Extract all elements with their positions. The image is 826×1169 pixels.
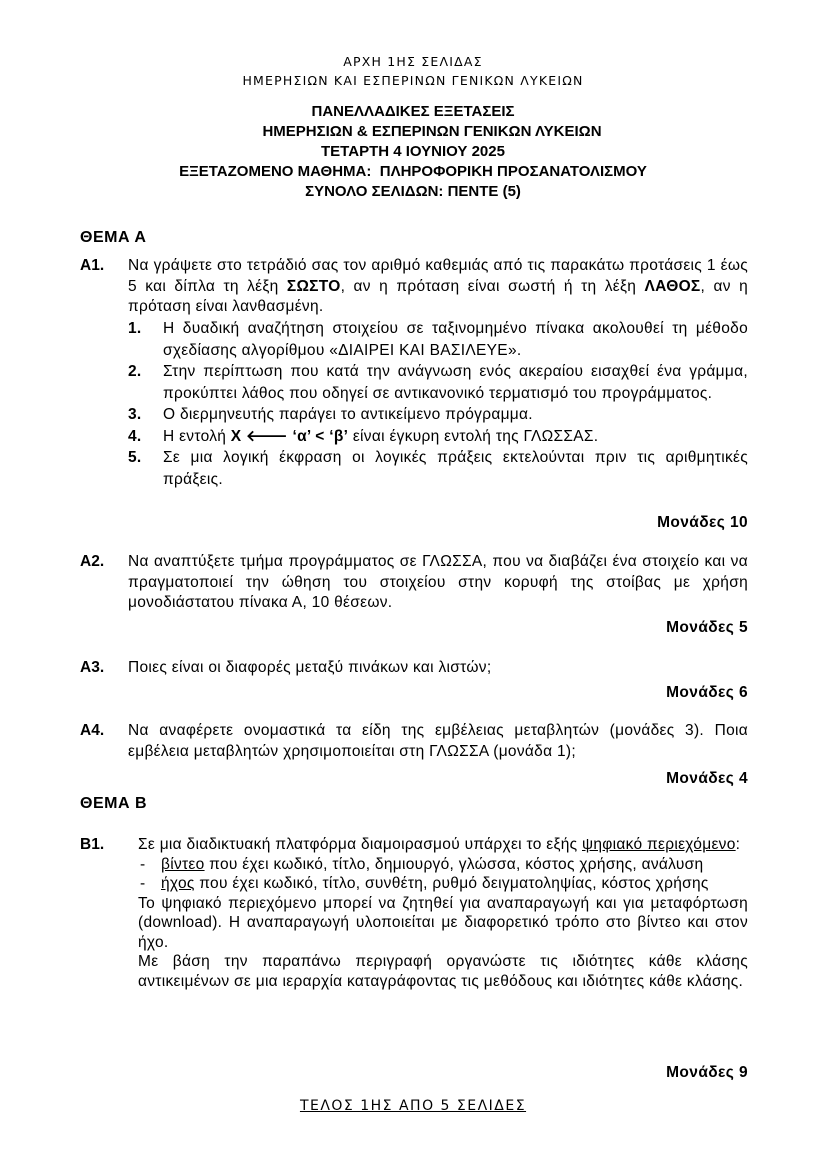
underlined-term: βίντεο [161, 855, 205, 873]
a4-marks: Μονάδες 4 [666, 770, 748, 787]
statement-item [128, 361, 748, 404]
question-label: Β1. [80, 836, 105, 853]
header-school-type: ΗΜΕΡΗΣΙΩΝ ΚΑΙ ΕΣΠΕΡΙΝΩΝ ΓΕΝΙΚΩΝ ΛΥΚΕΙΩΝ [242, 73, 584, 88]
text-segment: , αν η πρόταση είναι λανθασμένη. [128, 277, 748, 315]
statement-text: Σε μια λογική έκφραση οι λογικές πράξεις εκτελούνται πριν τις αριθμητικές πράξεις. [163, 449, 748, 488]
question-a1 [80, 256, 748, 318]
statement-text: Η εντολή [163, 427, 231, 445]
b1-paragraph: Το ψηφιακό περιεχόμενο μπορεί να ζητηθεί για αναπαραγωγή και για μεταφόρτωση (download). Η αναπαραγωγή υλοποιείται με διαφορετικό τρόπο στο βίντεο και στον ήχο. [138, 894, 748, 951]
question-text: Να αναφέρετε ονομαστικά τα είδη της εμβέλειας μεταβλητών (μονάδες 3). Ποια εμβέλεια μεταβλητών χρησιμοποιείται στη ΓΛΩΣΣΑ (μονάδα 1); [128, 722, 748, 760]
theme-a-heading: ΘΕΜΑ Α [80, 229, 147, 246]
theme-b-heading: ΘΕΜΑ Β [80, 795, 147, 812]
b1-paragraph: Με βάση την παραπάνω περιγραφή οργανώστε τις ιδιότητες κάθε κλάσης αντικειμένων σε μια ιεραρχία καταγράφοντας τις μεθόδους και ιδιότητες κάθε κλάσης. [138, 953, 748, 990]
exam-title: ΠΑΝΕΛΛΑΔΙΚΕΣ ΕΞΕΤΑΣΕΙΣ [311, 103, 515, 120]
page-header [0, 52, 826, 90]
list-dash: - [140, 855, 146, 873]
question-label: Α4. [80, 722, 105, 739]
statement-number: 1. [128, 320, 142, 337]
text-segment: : [735, 836, 741, 853]
question-a4 [80, 721, 748, 762]
question-text [138, 835, 748, 991]
statement-text: Στην περίπτωση που κατά την ανάγνωση ενός ακεραίου εισαχθεί ένα γράμμα, προκύπτει λάθος που οδηγεί σε αντικανονικό τερματισμό του προγράμματος. [163, 363, 748, 402]
list-dash: - [140, 875, 146, 892]
subject-label: ΕΞΕΤΑΖΟΜΕΝΟ ΜΑΘΗΜΑ: [179, 163, 372, 180]
a2-marks: Μονάδες 5 [666, 619, 748, 636]
keyword-false: ΛΑΘΟΣ [644, 277, 701, 295]
exam-schools: ΗΜΕΡΗΣΙΩΝ & ΕΣΠΕΡΙΝΩΝ ΓΕΝΙΚΩΝ ΛΥΚΕΙΩΝ [262, 123, 602, 140]
exam-date: ΤΕΤΑΡΤΗ 4 ΙΟΥΝΙΟΥ 2025 [321, 143, 505, 160]
exam-subject [0, 162, 826, 182]
statement-number: 4. [128, 427, 142, 445]
list-item-text: που έχει κωδικό, τίτλο, συνθέτη, ρυθμό δειγματοληψίας, κόστος χρήσης [194, 875, 709, 892]
question-text [128, 256, 748, 318]
statement-text: είναι έγκυρη εντολή της ΓΛΩΣΣΑΣ. [348, 427, 599, 445]
text-segment: Να γράψετε στο τετράδιό σας τον αριθμό καθεμιάς από τις παρακάτω προτάσεις 1 έως 5 και δίπλα τη λέξη [128, 257, 748, 295]
statement-text: Η δυαδική αναζήτηση στοιχείου σε ταξινομημένο πίνακα ακολουθεί τη μέθοδο σχεδίασης αλγορίθμου «ΔΙΑΙΡΕΙ ΚΑΙ ΒΑΣΙΛΕΥΕ». [163, 320, 748, 359]
statement-text: Ο διερμηνευτής παράγει το αντικείμενο πρόγραμμα. [163, 406, 533, 423]
list-item-text: που έχει κωδικό, τίτλο, δημιουργό, γλώσσα, κόστος χρήσης, ανάλυση [204, 855, 704, 873]
question-text: Να αναπτύξετε τμήμα προγράμματος σε ΓΛΩΣΣΑ, που να διαβάζει ένα στοιχείο και να πραγματοποιεί την ώθηση του στοιχείου στην κορυφή της στοίβας με χρήση μονοδιάστατου πίνακα Α, 10 θέσεων. [128, 553, 748, 611]
underlined-term: ψηφιακό περιεχόμενο [582, 836, 736, 853]
question-label: Α1. [80, 257, 105, 274]
statement-number: 5. [128, 449, 142, 466]
subject-name: ΠΛΗΡΟΦΟΡΙΚΗ ΠΡΟΣΑΝΑΤΟΛΙΣΜΟΥ [379, 163, 647, 180]
question-text: Ποιες είναι οι διαφορές μεταξύ πινάκων και λιστών; [128, 659, 492, 676]
text-segment: , αν η πρόταση είναι σωστή ή τη λέξη [340, 277, 645, 295]
b1-marks: Μονάδες 9 [666, 1064, 748, 1081]
question-a2 [80, 552, 748, 614]
statement-item [128, 318, 748, 361]
question-label: Α3. [80, 659, 105, 676]
question-b1 [80, 835, 748, 991]
statement-item [128, 404, 748, 426]
code-snippet: Χ 🡐 ‘α’ < ‘β’ [230, 427, 349, 445]
question-label: Α2. [80, 553, 105, 570]
keyword-true: ΣΩΣΤΟ [286, 277, 341, 295]
page-footer [0, 1098, 826, 1114]
question-a3 [80, 658, 748, 679]
statement-number: 3. [128, 406, 142, 423]
underlined-term: ήχος [161, 875, 195, 892]
statement-number: 2. [128, 363, 142, 380]
statement-item [128, 447, 748, 490]
header-page-start: ΑΡΧΗ 1ΗΣ ΣΕΛΙΔΑΣ [343, 54, 483, 69]
a3-marks: Μονάδες 6 [666, 684, 748, 701]
b1-intro [138, 835, 748, 855]
b1-list-item-audio [138, 874, 748, 894]
exam-page-count: ΣΥΝΟΛΟ ΣΕΛΙΔΩΝ: ΠΕΝΤΕ (5) [305, 183, 521, 200]
a1-statements [128, 318, 748, 490]
b1-list-item-video [138, 855, 748, 875]
a1-marks: Μονάδες 10 [657, 514, 748, 531]
text-segment: Σε μια διαδικτυακή πλατφόρμα διαμοιρασμού υπάρχει το εξής [138, 836, 582, 853]
exam-title-block [0, 102, 826, 202]
footer-text: ΤΕΛΟΣ 1ΗΣ ΑΠΟ 5 ΣΕΛΙΔΕΣ [299, 1098, 527, 1114]
statement-item [128, 426, 748, 448]
